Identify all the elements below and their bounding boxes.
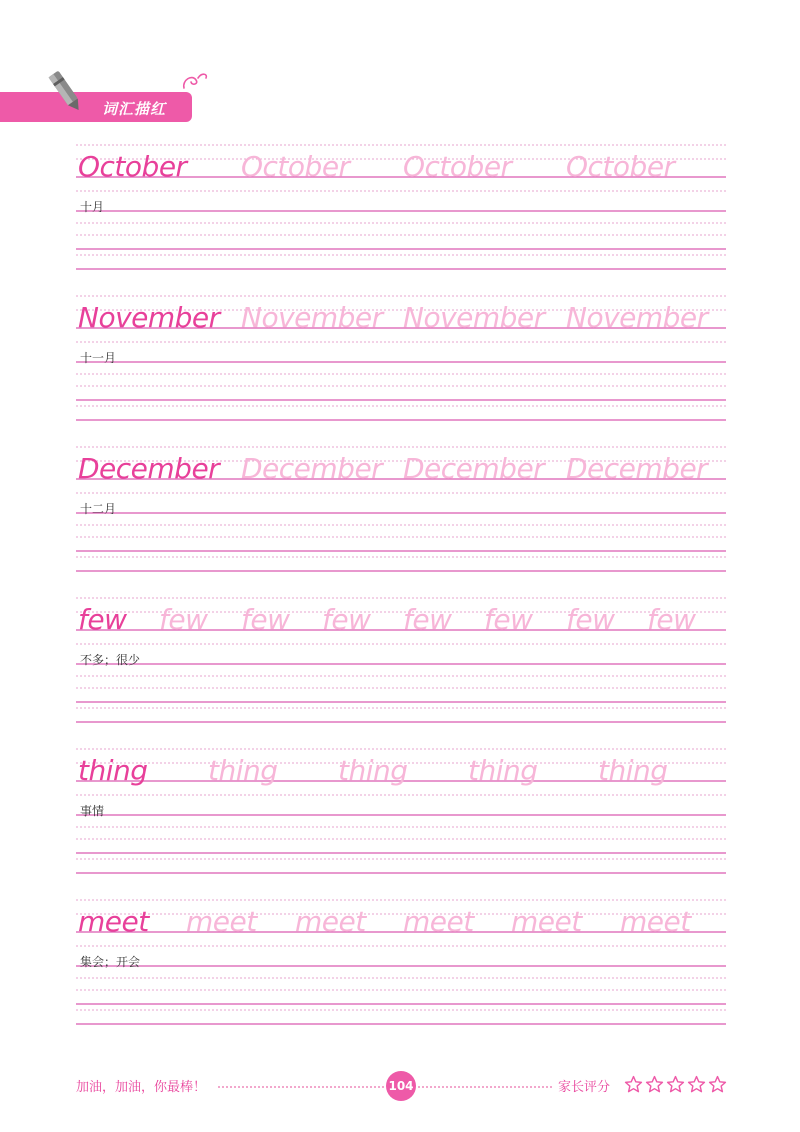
word-block [76,445,726,575]
word-block [76,143,726,273]
star-icon[interactable] [624,1075,643,1094]
footer-divider [218,1086,384,1088]
word-block [76,898,726,1028]
parent-rating-label: 家长评分 [558,1080,611,1095]
trace-word: few [484,603,533,636]
encouragement-text: 加油，加油，你最棒！ [76,1080,207,1095]
trace-word: thing [598,754,668,787]
word-row [76,445,726,497]
trace-word: few [566,603,615,636]
trace-word: December [403,452,545,485]
page-title: 词汇描红 [102,100,167,118]
star-icon[interactable] [666,1075,685,1094]
word-meaning: 十一月 [80,351,117,365]
trace-word: December [566,452,708,485]
model-word: meet [78,905,149,938]
trace-word: October [403,150,512,183]
star-icon[interactable] [645,1075,664,1094]
trace-word: thing [338,754,408,787]
model-word: November [78,301,220,334]
word-meaning: 事情 [80,804,105,818]
word-row [76,596,726,648]
word-row [76,143,726,195]
trace-word: meet [186,905,257,938]
trace-word: thing [208,754,278,787]
swirl-icon [180,70,210,92]
star-icon[interactable] [708,1075,727,1094]
trace-word: meet [511,905,582,938]
word-row [76,294,726,346]
trace-word: November [403,301,545,334]
model-word: few [78,603,127,636]
word-meaning: 集会；开会 [80,955,141,969]
trace-word: thing [468,754,538,787]
model-word: December [78,452,220,485]
word-row [76,747,726,799]
trace-word: October [566,150,675,183]
pen-icon [44,68,88,116]
word-block [76,747,726,877]
word-block [76,596,726,726]
word-meaning: 十二月 [80,502,117,516]
word-row [76,898,726,950]
trace-word: few [647,603,696,636]
model-word: thing [78,754,148,787]
trace-word: November [566,301,708,334]
trace-word: meet [403,905,474,938]
footer-divider [418,1086,552,1088]
trace-word: meet [620,905,691,938]
trace-word: few [322,603,371,636]
trace-word: few [403,603,452,636]
star-icon[interactable] [687,1075,706,1094]
word-meaning: 不多；很少 [80,653,141,667]
rating-stars[interactable] [624,1075,729,1095]
trace-word: December [241,452,383,485]
page-number: 104 [386,1071,416,1101]
trace-word: meet [295,905,366,938]
word-meaning: 十月 [80,200,105,214]
trace-word: few [241,603,290,636]
trace-word: November [241,301,383,334]
word-block [76,294,726,424]
model-word: October [78,150,187,183]
trace-word: few [159,603,208,636]
trace-word: October [241,150,350,183]
